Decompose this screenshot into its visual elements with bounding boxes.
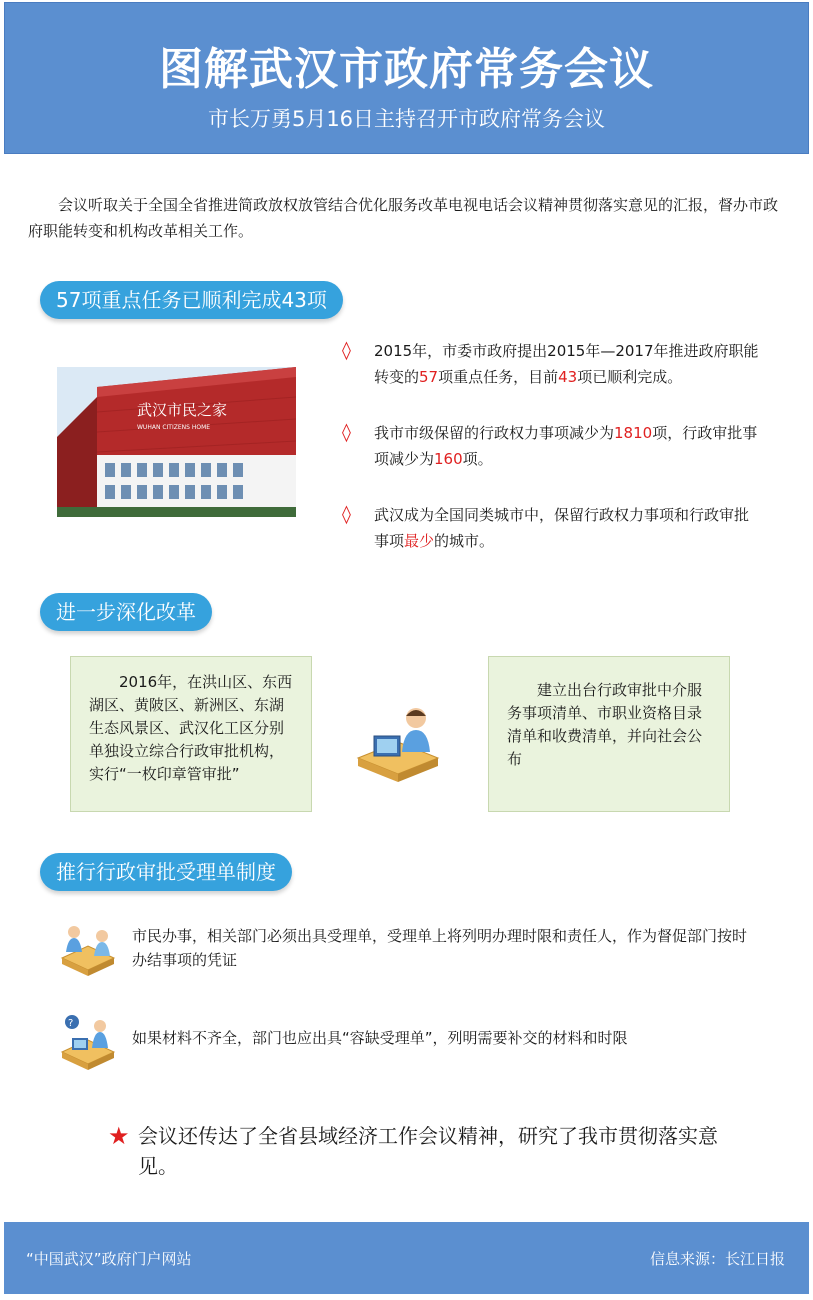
item-text: 如果材料不齐全，部门也应出具“容缺受理单”，列明需要补交的材料和时限 bbox=[132, 1029, 628, 1047]
sign-subtext: WUHAN CITIZENS HOME bbox=[137, 424, 211, 431]
reform-box-left: 2016年，在洪山区、东西湖区、黄陂区、新洲区、东湖生态风景区、武汉化工区分别单独设立综合行政审批机构，实行“一枚印章管审批” bbox=[70, 656, 312, 812]
list-item bbox=[60, 1012, 760, 1082]
list-item bbox=[60, 918, 760, 988]
diamond-icon: ◊ bbox=[342, 422, 351, 443]
intro-paragraph: 会议听取关于全国全省推进简政放权放管结合优化服务改革电视电话会议精神贯彻落实意见的汇报，督办市政府职能转变和机构改革相关工作。 bbox=[28, 196, 779, 240]
section1-points bbox=[342, 338, 762, 584]
star-icon: ★ bbox=[108, 1122, 130, 1150]
diamond-icon: ◊ bbox=[342, 340, 351, 361]
point-item: ◊ 武汉成为全国同类城市中，保留行政权力事项和行政审批事项最少的城市。 bbox=[342, 504, 750, 550]
reform-box-right: 建立出台行政审批中介服务事项清单、市职业资格目录清单和收费清单，并向社会公布 bbox=[488, 656, 730, 812]
point-item: ◊ 我市市级保留的行政权力事项减少为1810项，行政审批事项减少为160项。 bbox=[342, 422, 758, 468]
footer-banner bbox=[4, 1222, 809, 1294]
item-text: 市民办事，相关部门必须出具受理单，受理单上将列明办理时限和责任人，作为督促部门按时办结事项的凭证 bbox=[132, 927, 748, 969]
people-meeting-icon bbox=[60, 918, 116, 978]
page-subtitle: 市长万勇5月16日主持召开市政府常务会议 bbox=[207, 107, 606, 131]
section3-heading: 推行行政审批受理单制度 bbox=[40, 853, 292, 891]
closing-text: 会议还传达了全省县域经济工作会议精神，研究了我市贯彻落实意见。 bbox=[138, 1124, 718, 1178]
page-title: 图解武汉市政府常务会议 bbox=[159, 44, 654, 95]
svg-text:?: ? bbox=[68, 1018, 74, 1029]
diamond-icon: ◊ bbox=[342, 504, 351, 525]
header-banner bbox=[4, 2, 809, 154]
footer-site-name: “中国武汉”政府门户网站 bbox=[26, 1250, 192, 1268]
closing-note bbox=[108, 1121, 748, 1181]
footer-source: 信息来源：长江日报 bbox=[649, 1250, 785, 1268]
sign-text: 武汉市民之家 bbox=[137, 401, 228, 419]
point-item: ◊ 2015年，市委市政府提出2015年—2017年推进政府职能转变的57项重点任务，目前43项已顺利完成。 bbox=[342, 340, 759, 386]
section2-heading: 进一步深化改革 bbox=[40, 593, 212, 631]
section1-heading: 57项重点任务已顺利完成43项 bbox=[40, 281, 343, 319]
question-worker-icon bbox=[60, 1012, 116, 1072]
building-photo bbox=[57, 367, 296, 517]
office-worker-icon bbox=[354, 702, 442, 786]
building-illustration bbox=[57, 367, 296, 517]
